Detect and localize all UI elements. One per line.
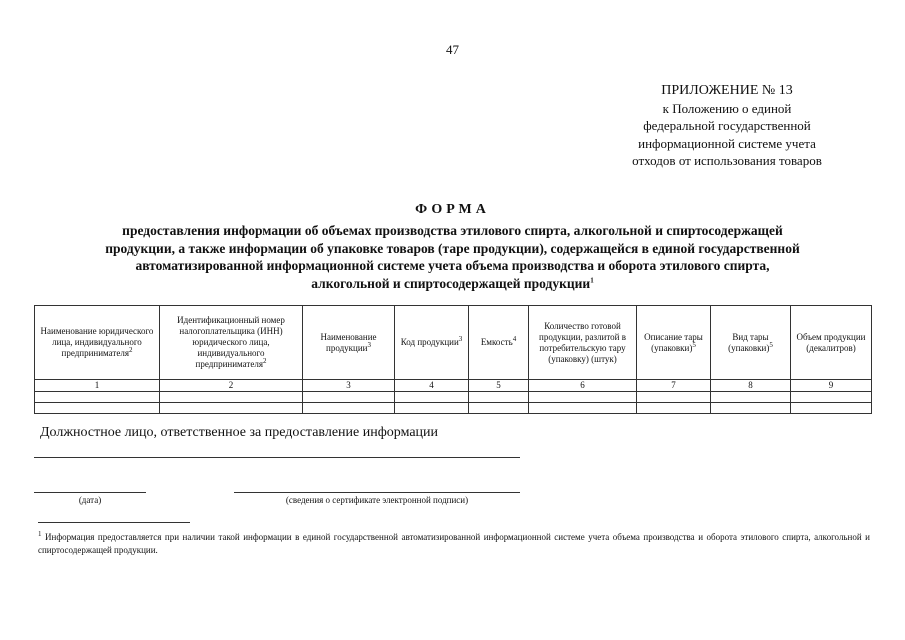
- footnote-separator: [38, 522, 190, 523]
- table-cell: [469, 403, 529, 414]
- column-header: Идентификационный номер налогоплательщика (ИНН) юридического лица, индивидуального предпринимателя$^2$: [160, 306, 303, 380]
- subtitle-line: автоматизированной информационной системе учета объема производства и оборота этилового спирта,: [135, 258, 770, 273]
- data-table: [34, 305, 872, 414]
- date-label: (дата): [78, 495, 102, 505]
- table-cell: [160, 403, 303, 414]
- table-cell: [529, 403, 637, 414]
- table-cell: [469, 392, 529, 403]
- footnote: [38, 531, 870, 557]
- column-header: Наименование продукции$^3$: [303, 306, 395, 380]
- page-number: 47: [446, 42, 459, 57]
- appendix-line: отходов от использования товаров: [632, 153, 822, 168]
- subtitle-line: алкогольной и спиртосодержащей продукции: [311, 275, 591, 291]
- table-cell: [791, 392, 872, 403]
- appendix-line: федеральной государственной: [643, 118, 811, 133]
- certificate-label: (сведения о сертификате электронной подписи): [285, 495, 469, 505]
- table-cell: [711, 392, 791, 403]
- table-row: [35, 403, 872, 414]
- column-number: 8: [711, 380, 791, 392]
- column-header: Количество готовой продукции, разлитой в потребительскую тару (упаковку) (штук): [529, 306, 637, 380]
- column-number: 6: [529, 380, 637, 392]
- column-number: 3: [303, 380, 395, 392]
- table-row: [35, 392, 872, 403]
- appendix-title: ПРИЛОЖЕНИЕ № 13: [661, 83, 793, 98]
- form-title: ФОРМА: [415, 202, 490, 217]
- official-signature-line: [34, 457, 520, 458]
- appendix-line: информационной системе учета: [638, 135, 816, 151]
- form-subtitle: [70, 222, 835, 292]
- table-cell: [711, 403, 791, 414]
- column-header: Наименование юридического лица, индивидуального предпринимателя$^2$: [35, 306, 160, 380]
- appendix-block: [600, 82, 854, 170]
- column-header: Вид тары (упаковки)$^5$: [711, 306, 791, 380]
- column-number: 9: [791, 380, 872, 392]
- table-header-row: [35, 306, 872, 380]
- column-header: Описание тары (упаковки)$^5$: [637, 306, 711, 380]
- table-cell: [637, 403, 711, 414]
- table-cell: [35, 403, 160, 414]
- certificate-line: [234, 492, 520, 493]
- column-number: 5: [469, 380, 529, 392]
- table-cell: [395, 392, 469, 403]
- table-cell: [395, 403, 469, 414]
- appendix-line: к Положению о единой: [662, 100, 792, 116]
- official-label: Должностное лицо, ответственное за предоставление информации: [40, 425, 439, 440]
- table-cell: [303, 392, 395, 403]
- column-number: 2: [160, 380, 303, 392]
- table-cell: [35, 392, 160, 403]
- table-cell: [637, 392, 711, 403]
- column-header: Объем продукции (декалитров): [791, 306, 872, 380]
- table-cell: [303, 403, 395, 414]
- table-cell: [529, 392, 637, 403]
- footnote-text: Информация предоставляется при наличии такой информации в единой государственной автоматизированной информационной системе учета объема производства и оборота этилового спирта, алкогольной и спиртосодержащей продукции.: [38, 532, 870, 555]
- column-number: 1: [35, 380, 160, 392]
- column-number-row: [35, 380, 872, 392]
- date-line: [34, 492, 146, 493]
- column-header: Код продукции$^3$: [395, 306, 469, 380]
- footnote-mark: 1: [38, 530, 42, 538]
- column-number: 4: [395, 380, 469, 392]
- table-cell: [791, 403, 872, 414]
- column-header: Емкость$^4$: [469, 306, 529, 380]
- table-cell: [160, 392, 303, 403]
- footnote-mark: 1: [590, 276, 594, 284]
- subtitle-line-last: [70, 275, 835, 293]
- column-number: 7: [637, 380, 711, 392]
- subtitle-line: предоставления информации об объемах производства этилового спирта, алкогольной и спиртосодержащей: [122, 223, 783, 238]
- subtitle-line: продукции, а также информации об упаковке товаров (таре продукции), содержащейся в единой государственной: [105, 240, 800, 256]
